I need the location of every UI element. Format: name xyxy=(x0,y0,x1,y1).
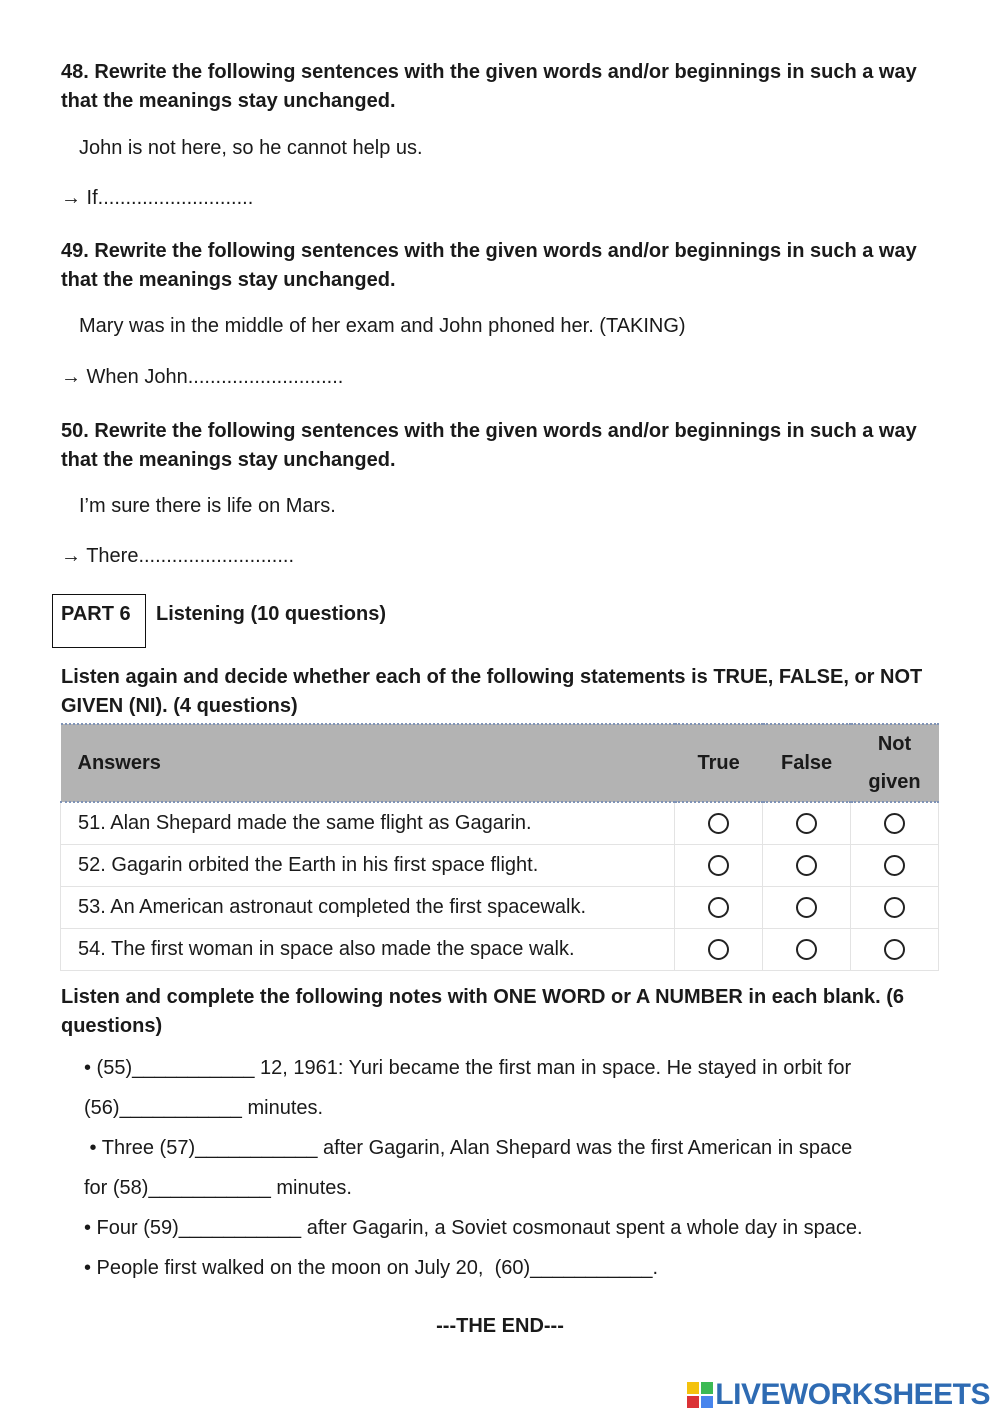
radio-53-not-given[interactable] xyxy=(884,897,905,918)
table-row xyxy=(61,887,939,929)
radio-52-false[interactable] xyxy=(796,855,817,876)
logo-text: LIVEWORKSHEETS xyxy=(715,1378,990,1411)
statement-53: 53. An American astronaut completed the first spacewalk. xyxy=(61,887,675,929)
header-true: True xyxy=(675,724,763,802)
statement-54: 54. The first woman in space also made the space walk. xyxy=(61,929,675,971)
note-55[interactable]: • (55)___________ 12, 1961: Yuri became the first man in space. He stayed in orbit for xyxy=(84,1057,852,1079)
notes-instruction: Listen and complete the following notes with ONE WORD or A NUMBER in each blank. (6 questions) xyxy=(61,986,905,1037)
question-49-answer[interactable]: → When John............................ xyxy=(61,366,344,388)
radio-51-true[interactable] xyxy=(708,813,729,834)
radio-54-false[interactable] xyxy=(796,939,817,960)
note-56[interactable]: (56)___________ minutes. xyxy=(84,1097,324,1119)
question-48-answer[interactable]: → If............................ xyxy=(61,187,254,209)
radio-52-true[interactable] xyxy=(708,855,729,876)
logo-grid-icon xyxy=(687,1382,713,1408)
radio-53-true[interactable] xyxy=(708,897,729,918)
table-header-row xyxy=(61,724,939,802)
question-49-sentence: Mary was in the middle of her exam and John phoned her. (TAKING) xyxy=(79,315,686,337)
question-50-answer[interactable]: → There............................ xyxy=(61,545,295,567)
radio-54-true[interactable] xyxy=(708,939,729,960)
header-not-given-line1: Not xyxy=(877,733,912,755)
question-50-title: 50. Rewrite the following sentences with the given words and/or beginnings in such a way that the meanings stay unchanged. xyxy=(61,420,917,471)
statement-52: 52. Gagarin orbited the Earth in his first space flight. xyxy=(61,845,675,887)
note-60[interactable]: • People first walked on the moon on July 20, (60)___________. xyxy=(84,1257,659,1279)
note-59[interactable]: • Four (59)___________ after Gagarin, a Soviet cosmonaut spent a whole day in space. xyxy=(84,1217,863,1239)
note-58[interactable]: for (58)___________ minutes. xyxy=(84,1177,352,1199)
statement-51: 51. Alan Shepard made the same flight as Gagarin. xyxy=(61,802,675,845)
radio-53-false[interactable] xyxy=(796,897,817,918)
radio-52-not-given[interactable] xyxy=(884,855,905,876)
note-57[interactable]: • Three (57)___________ after Gagarin, Alan Shepard was the first American in space xyxy=(84,1137,853,1159)
the-end-text: ---THE END--- xyxy=(436,1315,564,1337)
header-answers: Answers xyxy=(61,724,675,802)
liveworksheets-logo xyxy=(687,1378,990,1412)
tf-instruction: Listen again and decide whether each of the following statements is TRUE, FALSE, or NOT GIVEN (NI). (4 questions) xyxy=(61,666,923,717)
question-49-title: 49. Rewrite the following sentences with the given words and/or beginnings in such a way that the meanings stay unchanged. xyxy=(61,240,917,291)
question-48-sentence: John is not here, so he cannot help us. xyxy=(79,137,423,159)
part-label: PART 6 xyxy=(61,603,131,625)
table-row xyxy=(61,845,939,887)
table-row xyxy=(61,929,939,971)
header-not-given xyxy=(851,724,939,802)
answers-table xyxy=(60,723,939,971)
part-title: Listening (10 questions) xyxy=(156,603,387,625)
header-false: False xyxy=(763,724,851,802)
question-50-sentence: I’m sure there is life on Mars. xyxy=(79,495,336,517)
radio-54-not-given[interactable] xyxy=(884,939,905,960)
question-48-title: 48. Rewrite the following sentences with the given words and/or beginnings in such a way that the meanings stay unchanged. xyxy=(61,61,917,112)
radio-51-not-given[interactable] xyxy=(884,813,905,834)
radio-51-false[interactable] xyxy=(796,813,817,834)
header-not-given-line2: given xyxy=(868,771,921,793)
table-row xyxy=(61,802,939,845)
